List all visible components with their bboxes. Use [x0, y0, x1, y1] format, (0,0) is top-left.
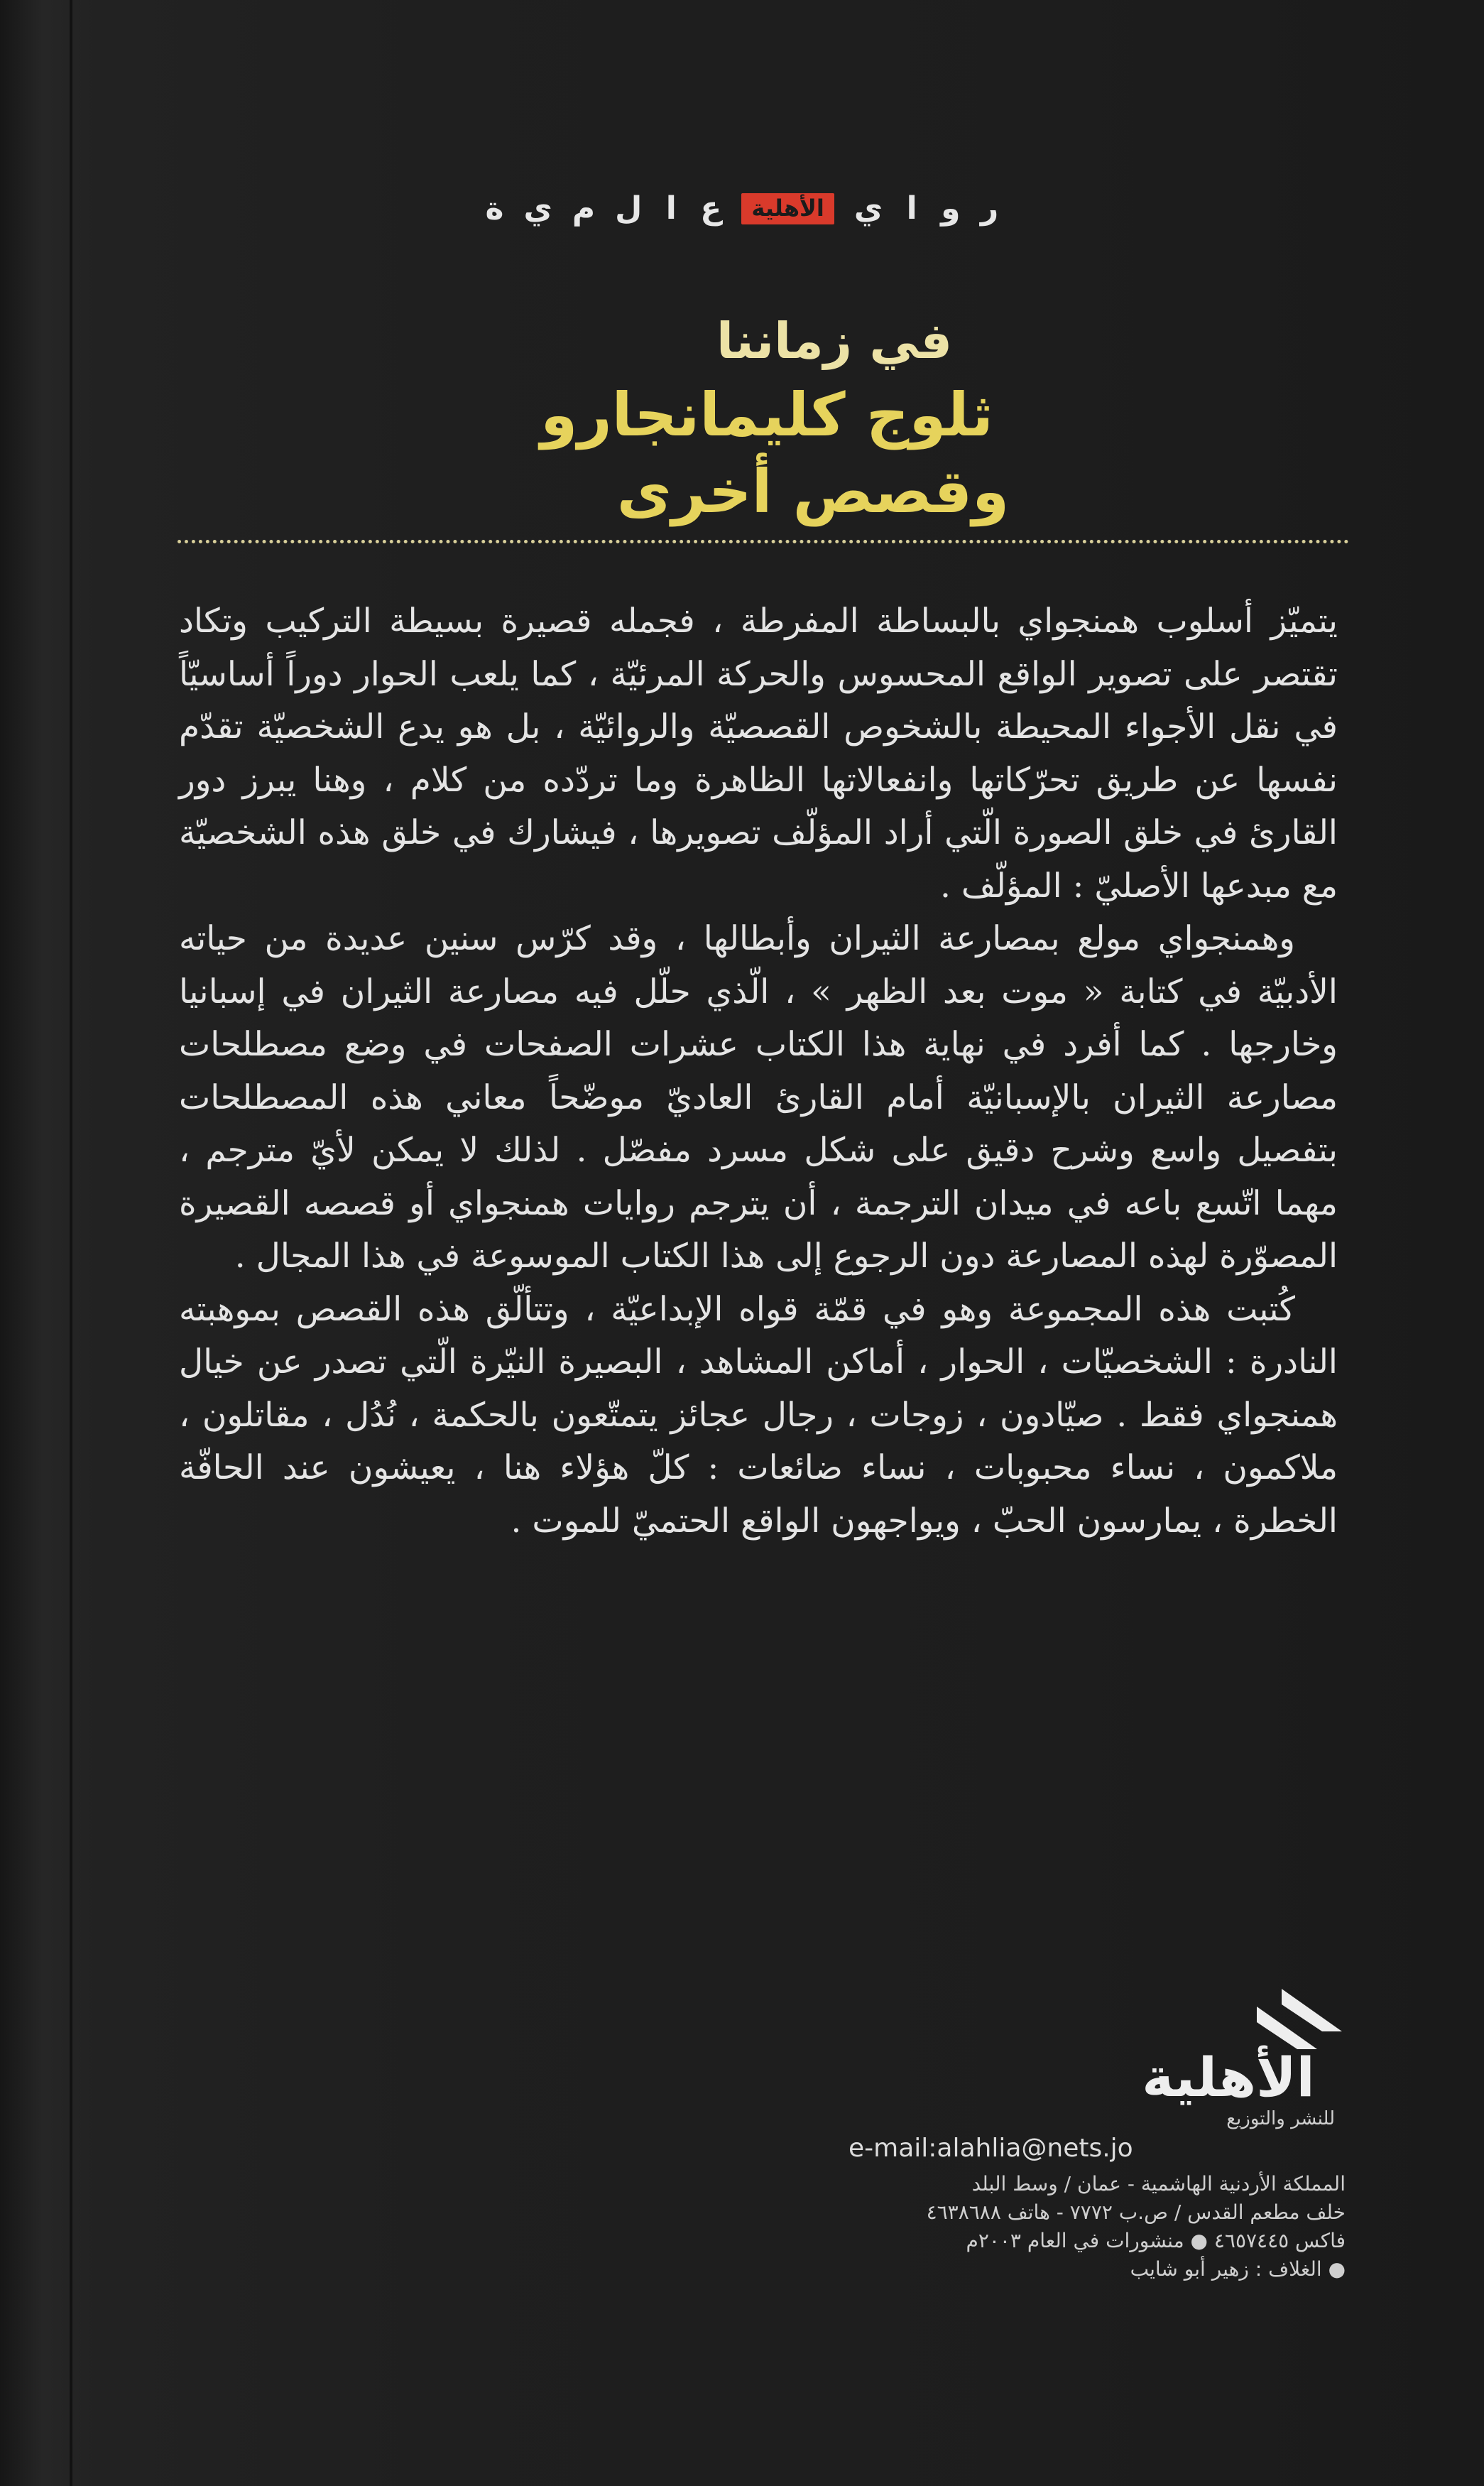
blurb-paragraph-3: كُتبت هذه المجموعة وهو في قمّة قواه الإبداعيّة ، وتتألّق هذه القصص بموهبته النادرة : الشخصيّات ، الحوار ، أماكن المشاهد ، البصيرة النيّرة الّتي تصدر عن خيال همنجواي فقط . صيّادون ، زوجات ، رجال عجائز يتمتّعون بالحكمة ، نُدُل ، مقاتلون ، ملاكمون ، نساء محبوبات ، نساء ضائعات : كلّ هؤلاء هنا ، يعيشون عند الحافّة الخطرة ، يمارسون الحبّ ، ويواجهون الواقع الحتميّ للموت .: [179, 1289, 1338, 1541]
publisher-logo-text: الأهلية: [1142, 2046, 1315, 2109]
series-letter: ي: [853, 190, 883, 227]
blurb-paragraph-2: وهمنجواي مولع بمصارعة الثيران وأبطالها ، وقد كرّس سنين عديدة من حياته الأدبيّة في كتابة « موت بعد الظهر » ، الّذي حلّل فيه مصارعة الثيران في إسبانيا وخارجها . كما أفرد في نهاية هذا الكتاب عشرات الصفحات في وضع مصطلحات مصارعة الثيران بالإسبانيّة أمام القارئ العاديّ موضّحاً معاني هذه المصطلحات بتفصيل واسع وشرح دقيق على شكل مسرد مفصّل . لذلك لا يمكن لأيّ مترجم ، مهما اتّسع باعه في ميدان الترجمة ، أن يترجم روايات همنجواي أو قصصه القصيرة المصوّرة لهذه المصارعة دون الرجوع إلى هذا الكتاب الموسوعة في هذا المجال .: [179, 919, 1338, 1276]
dotted-divider: [178, 540, 1349, 543]
blurb-paragraph-1: يتميّز أسلوب همنجواي بالبساطة المفرطة ، فجمله قصيرة بسيطة التركيب وتكاد تقتصر على تصوير الواقع المحسوس والحركة المرئيّة ، كما يلعب الحوار دوراً أساسيّاً في نقل الأجواء المحيطة بالشخوص القصصيّة والروائيّة ، بل هو يدع الشخصيّة تقدّم نفسها عن طريق تحرّكاتها وانفعالاتها الظاهرة وما تردّده من كلام ، وهنا يبرز دور القارئ في خلق الصورة الّتي أراد المؤلّف تصويرها ، فيشارك في خلق هذه الشخصيّة مع مبدعها الأصليّ : المؤلّف .: [179, 602, 1338, 906]
publisher-address-line: فاكس ٤٦٥٧٤٤٥ ● منشورات في العام ٢٠٠٣م: [966, 2229, 1346, 2252]
publisher-email: e-mail:alahlia@nets.jo: [849, 2134, 1133, 2163]
publisher-info: [849, 2127, 1346, 2284]
series-letter: ل: [615, 190, 643, 227]
publisher-address-line: المملكة الأردنية الهاشمية - عمان / وسط البلد: [971, 2172, 1346, 2195]
series-letter: ا: [906, 190, 917, 227]
series-letter: ة: [485, 190, 504, 227]
publisher-address-line: خلف مطعم القدس / ص.ب ٧٧٧٢ - هاتف ٤٦٣٨٦٨٨: [926, 2200, 1346, 2224]
series-name: [0, 190, 1484, 227]
series-letter: ي: [523, 190, 552, 227]
series-letter: ا: [665, 190, 677, 227]
title-line-3: وقصص أخرى: [616, 457, 1010, 526]
blurb-text: [179, 595, 1338, 1548]
series-letter: م: [572, 190, 596, 227]
cover-credit: ● الغلاف : زهير أبو شايب: [1130, 2257, 1346, 2281]
series-letter: و: [941, 190, 961, 227]
publisher-logo-subtitle: للنشر والتوزيع: [1226, 2108, 1335, 2129]
publisher-badge: الأهلية: [741, 193, 834, 224]
book-title: [0, 305, 1484, 530]
title-line-2: ثلوج كليمانجارو: [540, 380, 993, 450]
title-line-1: في زماننا: [716, 312, 953, 370]
series-letter: ع: [700, 190, 722, 227]
series-letter: ر: [980, 190, 999, 227]
